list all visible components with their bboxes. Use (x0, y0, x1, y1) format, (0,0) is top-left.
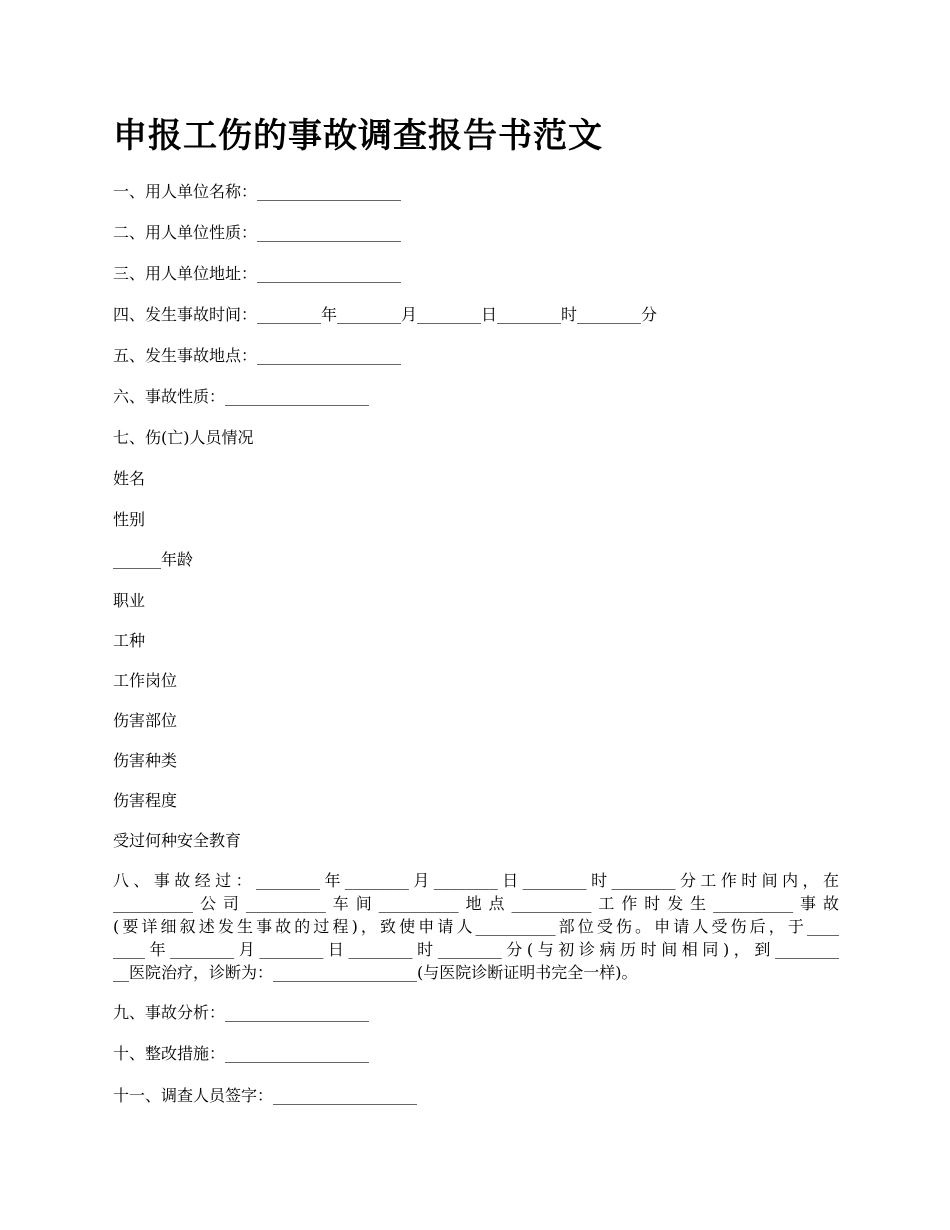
process-line: 八、事故经过：________年________月________日________时________分工作时间内，在 (113, 871, 839, 890)
item-corrective-measures: 十、整改措施：__________________ (113, 1044, 370, 1063)
item-accident-time: 四、发生事故时间：________年________月________日________时________分 (113, 305, 658, 324)
item-casualty-heading: 七、伤(亡)人员情况 (113, 428, 254, 447)
item-employer-name: 一、用人单位名称：__________________ (113, 182, 402, 201)
item-accident-nature: 六、事故性质：__________________ (113, 387, 370, 406)
field-job-type: 工种 (113, 631, 146, 650)
field-gender: 性别 (113, 510, 146, 529)
field-injury-type: 伤害种类 (113, 751, 178, 770)
process-line: ____年________月________日________时________分(与初诊病历时间相同)，到________ (113, 940, 839, 959)
item-investigator-signature: 十一、调查人员签字：__________________ (113, 1086, 418, 1105)
process-line: __________公司__________车间__________地点__________工作时发生__________事故 (113, 894, 839, 913)
field-injury-degree: 伤害程度 (113, 791, 178, 810)
process-line: (要详细叙述发生事故的过程)，致使申请人__________部位受伤。申请人受伤后，于____ (113, 917, 839, 936)
field-name: 姓名 (113, 469, 146, 488)
item-employer-nature: 二、用人单位性质：__________________ (113, 223, 402, 242)
field-injury-site: 伤害部位 (113, 711, 178, 730)
field-age: ______年龄 (113, 550, 194, 569)
item-accident-analysis: 九、事故分析：__________________ (113, 1003, 370, 1022)
field-occupation: 职业 (113, 591, 146, 610)
item-accident-location: 五、发生事故地点：__________________ (113, 346, 402, 365)
process-line: __医院治疗，诊断为：__________________(与医院诊断证明书完全一样)。 (113, 963, 638, 982)
item-accident-process (113, 869, 839, 984)
item-employer-address: 三、用人单位地址：__________________ (113, 264, 402, 283)
field-safety-education: 受过何种安全教育 (113, 831, 242, 850)
field-work-post: 工作岗位 (113, 671, 178, 690)
document-title: 申报工伤的事故调查报告书范文 (113, 116, 603, 156)
